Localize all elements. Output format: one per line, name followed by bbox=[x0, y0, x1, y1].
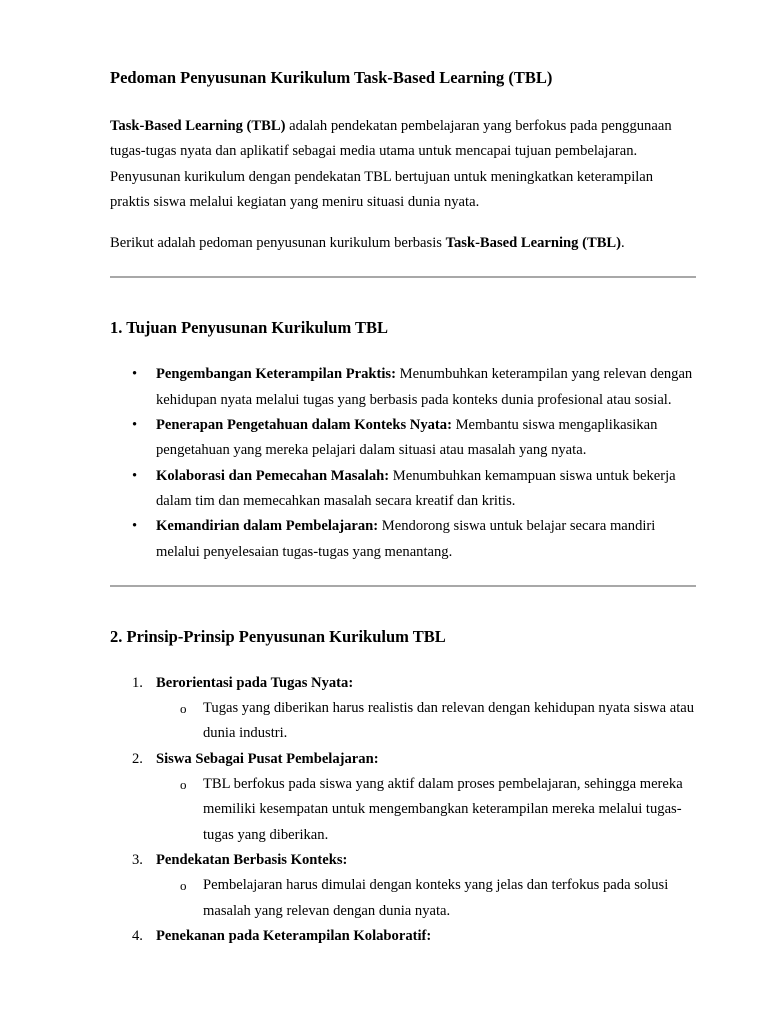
horizontal-rule bbox=[110, 585, 696, 587]
item-text: Mendorong siswa untuk belajar secara mandiri melalui penyelesaian tugas-tugas yang menantang. bbox=[156, 518, 656, 560]
list-item bbox=[110, 514, 696, 565]
sub-item bbox=[110, 772, 696, 848]
lead-paragraph bbox=[110, 231, 696, 256]
bullet-icon: • bbox=[132, 417, 138, 434]
intro-term: Task-Based Learning (TBL) bbox=[110, 118, 286, 134]
prinsip-list bbox=[110, 671, 696, 949]
circle-bullet-icon: o bbox=[180, 878, 187, 894]
item-label: Siswa Sebagai Pusat Pembelajaran: bbox=[156, 750, 379, 767]
lead-suffix: . bbox=[621, 235, 625, 252]
bullet-icon: • bbox=[132, 518, 138, 535]
document-title: Pedoman Penyusunan Kurikulum Task-Based Learning (TBL) bbox=[110, 68, 553, 87]
list-item bbox=[110, 671, 696, 747]
horizontal-rule bbox=[110, 276, 696, 278]
sub-item-text: Pembelajaran harus dimulai dengan konteks yang jelas dan terfokus pada solusi masalah yang relevan dengan dunia nyata. bbox=[203, 877, 669, 919]
item-number: 3. bbox=[132, 851, 143, 868]
item-label: Penekanan pada Keterampilan Kolaboratif: bbox=[156, 927, 432, 944]
item-text: Menumbuhkan keterampilan yang relevan dengan kehidupan nyata melalui tugas yang berbasis pada konteks dunia profesional atau sosial. bbox=[156, 366, 693, 408]
bullet-icon: • bbox=[132, 366, 138, 383]
list-item bbox=[110, 464, 696, 515]
item-number: 2. bbox=[132, 750, 143, 767]
item-number: 1. bbox=[132, 674, 143, 691]
lead-term: Task-Based Learning (TBL) bbox=[445, 235, 622, 252]
item-label: Kolaborasi dan Pemecahan Masalah: bbox=[156, 467, 390, 484]
item-label: Penerapan Pengetahuan dalam Konteks Nyata: bbox=[156, 417, 452, 434]
intro-text: adalah pendekatan pembelajaran yang berfokus pada penggunaan tugas-tugas nyata dan aplikatif sebagai media utama untuk mencapai tujuan pembelajaran. Penyusunan kurikulum dengan pendekatan TBL bertujuan untuk meningkatkan keterampilan praktis siswa melalui kegiatan yang meniru situasi dunia nyata. bbox=[110, 118, 672, 210]
list-item bbox=[110, 362, 696, 413]
item-label: Kemandirian dalam Pembelajaran: bbox=[156, 518, 379, 535]
item-number: 4. bbox=[132, 927, 143, 944]
list-item bbox=[110, 848, 696, 924]
item-label: Berorientasi pada Tugas Nyata: bbox=[156, 674, 354, 691]
lead-prefix: Berikut adalah pedoman penyusunan kurikulum berbasis bbox=[110, 235, 446, 252]
item-label: Pengembangan Keterampilan Praktis: bbox=[156, 366, 396, 383]
circle-bullet-icon: o bbox=[180, 701, 187, 717]
sub-item bbox=[110, 696, 696, 747]
sub-item bbox=[110, 873, 696, 924]
sub-item-text: Tugas yang diberikan harus realistis dan relevan dengan kehidupan nyata siswa atau dunia industri. bbox=[203, 700, 695, 742]
list-item bbox=[110, 924, 696, 949]
item-text: Menumbuhkan kemampuan siswa untuk bekerja dalam tim dan memecahkan masalah secara kreatif dan kritis. bbox=[156, 467, 676, 509]
item-text: Membantu siswa mengaplikasikan pengetahuan yang mereka pelajari dalam situasi atau masalah yang nyata. bbox=[156, 417, 658, 459]
circle-bullet-icon: o bbox=[180, 777, 187, 793]
bullet-icon: • bbox=[132, 467, 138, 484]
document-body bbox=[110, 68, 696, 949]
item-label: Pendekatan Berbasis Konteks: bbox=[156, 851, 348, 868]
section-heading-tujuan: 1. Tujuan Penyusunan Kurikulum TBL bbox=[110, 318, 389, 338]
section-heading-prinsip: 2. Prinsip-Prinsip Penyusunan Kurikulum TBL bbox=[110, 626, 446, 646]
sub-item-text: TBL berfokus pada siswa yang aktif dalam proses pembelajaran, sehingga mereka memiliki kesempatan untuk mengembangkan keterampilan mereka melalui tugas-tugas yang diberikan. bbox=[203, 776, 683, 843]
list-item bbox=[110, 413, 696, 464]
tujuan-list bbox=[110, 362, 696, 564]
intro-paragraph bbox=[110, 114, 696, 215]
list-item bbox=[110, 747, 696, 848]
